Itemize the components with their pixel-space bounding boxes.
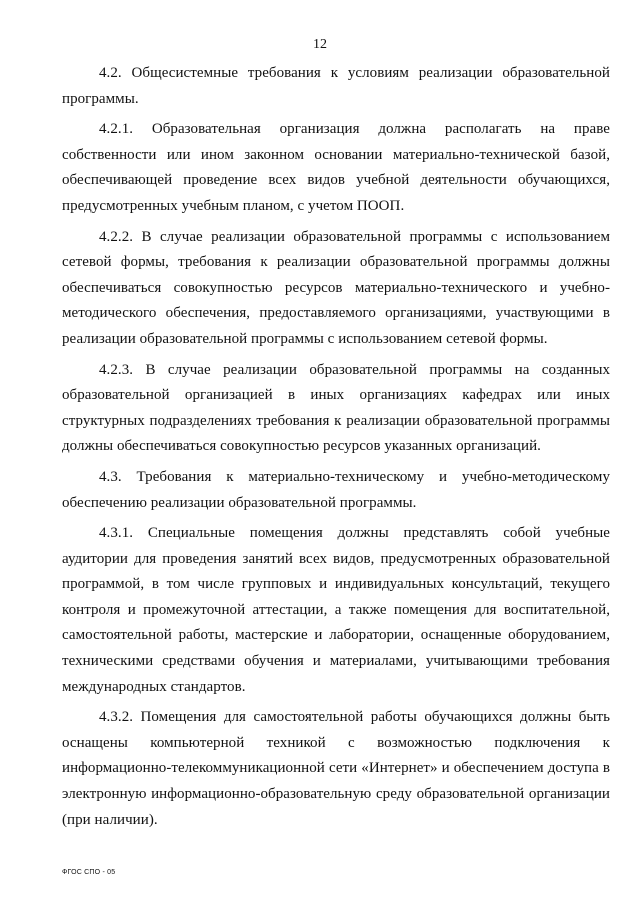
paragraph-4-2-2: 4.2.2. В случае реализации образовательной программы с использованием сетевой формы, требования к реализации образовательной программы должны обеспечиваться совокупностью ресурсов материально-технического и учебно-методического обеспечения, предоставляемого организациями, участвующими в реализации образовательной программы с использованием сетевой формы. [62,228,610,347]
paragraph-4-2-3: 4.2.3. В случае реализации образовательной программы на созданных образовательной организацией в иных организациях кафедрах или иных структурных подразделениях требования к реализации образовательной программы должны обеспечиваться совокупностью ресурсов указанных организаций. [62,361,610,455]
paragraph-4-2-1: 4.2.1. Образовательная организация должна располагать на праве собственности или ином законном основании материально-технической базой, обеспечивающей проведение всех видов учебной деятельности обучающихся, предусмотренных учебным планом, с учетом ПООП. [62,121,610,214]
document-body [62,61,610,838]
paragraph-4-3: 4.3. Требования к материально-техническому и учебно-методическому обеспечению реализации образовательной программы. [62,468,610,511]
paragraph-4-2: 4.2. Общесистемные требования к условиям реализации образовательной программы. [62,65,610,107]
paragraph-4-3-2: 4.3.2. Помещения для самостоятельной работы обучающихся должны быть оснащены компьютерной техникой с возможностью подключения к информационно-телекоммуникационной сети «Интернет» и обеспечением доступа в электронную информационно-образовательную среду образовательной организации (при наличии). [62,709,610,828]
page-number: 12 [313,37,327,52]
paragraph-4-3-1: 4.3.1. Специальные помещения должны представлять собой учебные аудитории для проведения занятий всех видов, предусмотренных образовательной программой, в том числе групповых и индивидуальных консультаций, текущего контроля и промежуточной аттестации, а также помещения для воспитательной, самостоятельной работы, мастерские и лаборатории, оснащенные оборудованием, техническими средствами обучения и материалами, учитывающими требования международных стандартов. [62,525,610,695]
document-footer: ФГОС СПО - 05 [62,869,116,876]
